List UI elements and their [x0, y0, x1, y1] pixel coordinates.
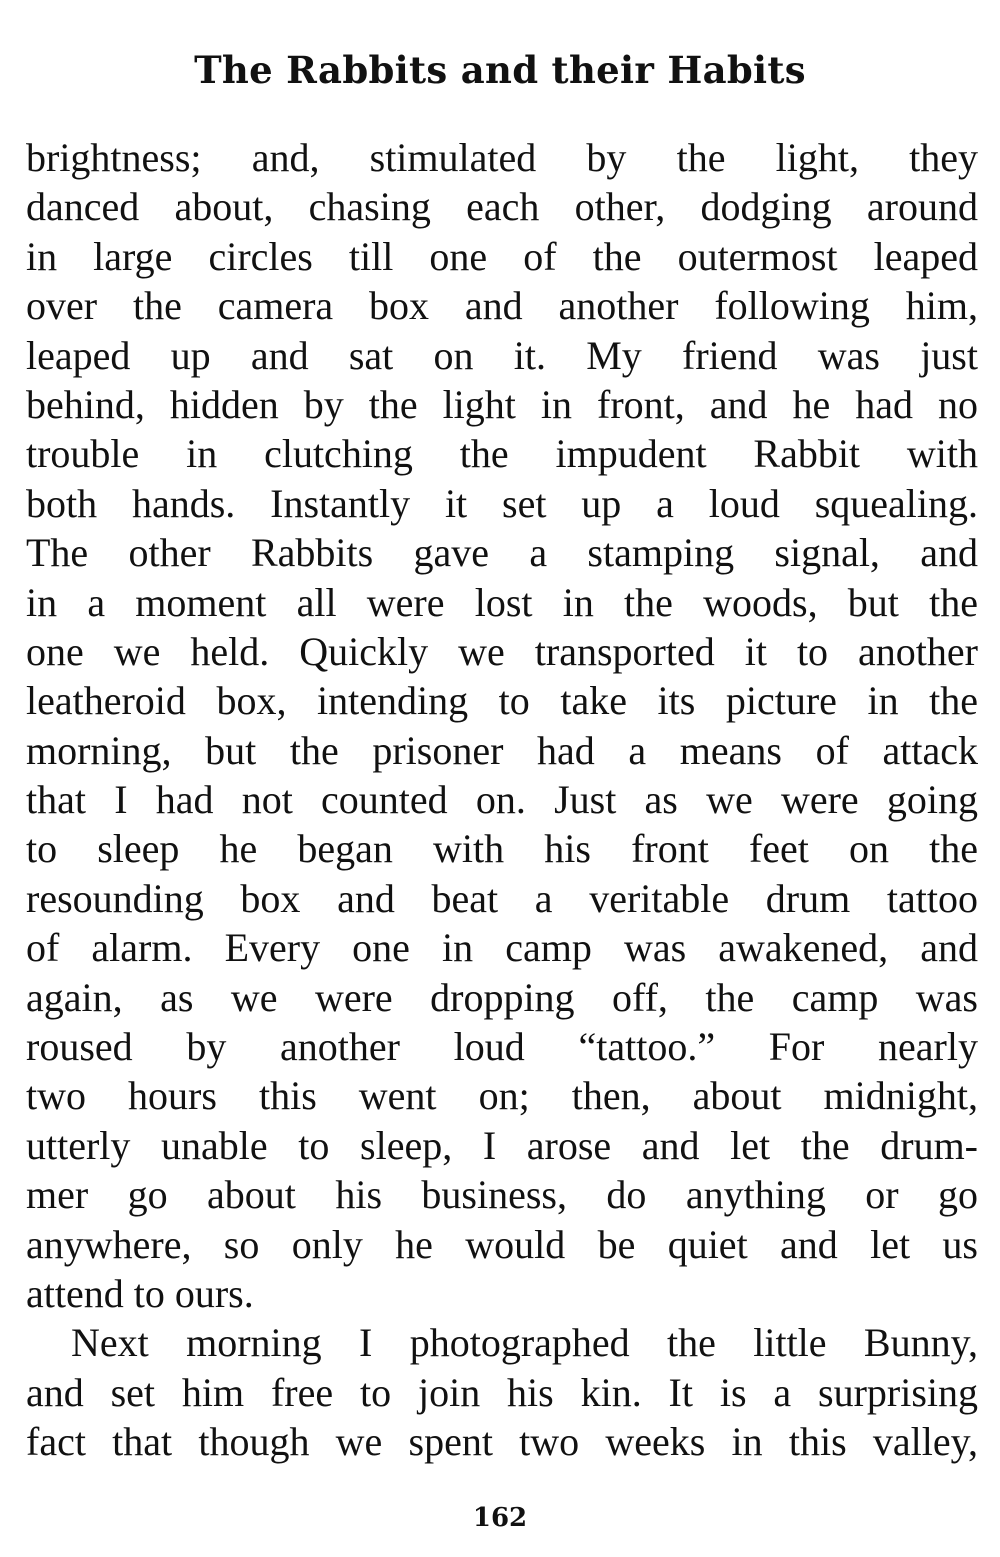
text-line: again, as we were dropping off, the camp was: [26, 974, 978, 1020]
paragraph-2: [26, 1318, 978, 1466]
text-line: leaped up and sat on it. My friend was just: [26, 332, 978, 378]
text-line: roused by another loud “tattoo.” For nearly: [26, 1024, 978, 1070]
text-line: danced about, chasing each other, dodging around: [26, 184, 978, 230]
text-line: leatheroid box, intending to take its picture in the: [26, 678, 978, 724]
text-line: Next morning I photographed the little Bunny,: [71, 1320, 978, 1366]
text-line: brightness; and, stimulated by the light, they: [26, 135, 978, 180]
text-line: in large circles till one of the outermost leaped: [26, 233, 978, 279]
text-line: utterly unable to sleep, I arose and let the drum-: [26, 1122, 978, 1168]
text-line: to sleep he began with his front feet on the: [26, 826, 978, 872]
body-text: [26, 133, 978, 1467]
text-line: of alarm. Every one in camp was awakened, and: [26, 925, 978, 971]
text-line: over the camera box and another following him,: [26, 283, 978, 329]
running-head: The Rabbits and their Habits: [194, 48, 806, 92]
text-line: attend to ours.: [26, 1270, 254, 1316]
text-line: anywhere, so only he would be quiet and let us: [26, 1221, 978, 1267]
page-number: 162: [472, 1503, 528, 1533]
text-line: both hands. Instantly it set up a loud squealing.: [26, 480, 978, 526]
text-line: mer go about his business, do anything or go: [26, 1172, 978, 1218]
text-line: The other Rabbits gave a stamping signal, and: [26, 530, 978, 576]
text-line: resounding box and beat a veritable drum tattoo: [26, 875, 978, 921]
text-line: morning, but the prisoner had a means of attack: [26, 727, 978, 773]
text-line: in a moment all were lost in the woods, but the: [26, 579, 978, 625]
paragraph-1: [26, 133, 978, 1318]
text-line: that I had not counted on. Just as we were going: [26, 777, 978, 823]
text-line: two hours this went on; then, about midnight,: [26, 1073, 978, 1119]
text-line: fact that though we spent two weeks in this valley,: [26, 1419, 978, 1465]
text-line: and set him free to join his kin. It is a surprising: [26, 1369, 978, 1415]
text-line: behind, hidden by the light in front, and he had no: [26, 381, 978, 427]
text-line: trouble in clutching the impudent Rabbit with: [26, 431, 978, 477]
text-line: one we held. Quickly we transported it to another: [26, 628, 978, 674]
